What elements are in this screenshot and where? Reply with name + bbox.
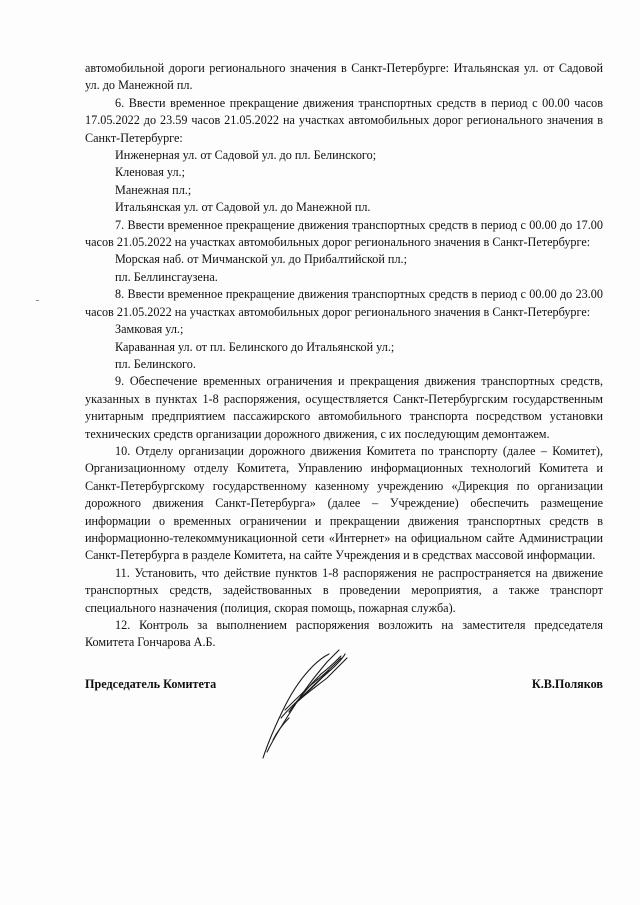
paragraph-item-10: 10. Отделу организации дорожного движения Комитета по транспорту (далее – Комитет), Организационному отделу Комитета, Управлению информационных технологий Комитета и Санкт-Петербургскому государственному казенному учреждению «Дирекция по организации дорожного движения Санкт-Петербурга» (далее – Учреждение) обеспечить размещение информации о временных ограничении и прекращении движения транспортных средств в информационно-телекоммуникационной сети «Интернет» на официальном сайте Администрации Санкт-Петербурга в разделе Комитета, на сайте Учреждения и в средствах массовой информации.	[85, 443, 603, 563]
paragraph-item-6: 6. Ввести временное прекращение движения транспортных средств в период с 00.00 часов 17.05.2022 до 23.59 часов 21.05.2022 на участках автомобильных дорог регионального значения в Санкт-Петербурге:	[85, 95, 603, 145]
paragraph-item-8: 8. Ввести временное прекращение движения транспортных средств в период с 00.00 до 23.00 часов 21.05.2022 на участках автомобильных дорог регионального значения в Санкт-Петербурге:	[85, 287, 603, 319]
road-list-item: Итальянская ул. от Садовой ул. до Манежной пл.	[115, 200, 371, 215]
road-list-item: Замковая ул.;	[115, 322, 184, 337]
road-list-item: пл. Белинского.	[115, 356, 196, 371]
paragraph-item-9: 9. Обеспечение временных ограничения и прекращения движения транспортных средств, указанных в пунктах 1-8 распоряжения, осуществляется Санкт-Петербургским государственным унитарным предприятием пассажирского автомобильного транспорта посредством установки технических средств организации дорожного движения, с их последующим демонтажем.	[85, 374, 603, 441]
handwritten-signature	[255, 640, 355, 765]
paragraph-item-7: 7. Ввести временное прекращение движения транспортных средств в период с 00.00 до 17.00 часов 21.05.2022 на участках автомобильных дорог регионального значения в Санкт-Петербурге:	[85, 217, 603, 250]
road-list-item: Караванная ул. от пл. Белинского до Итальянской ул.;	[115, 339, 395, 354]
document-body	[85, 60, 603, 652]
paragraph-item-11: 11. Установить, что действие пунктов 1-8 распоряжения не распространяется на движение транспортных средств, задействованных в проведении мероприятия, а также транспорт специального назначения (полиция, скорая помощь, пожарная служба).	[85, 565, 603, 615]
paragraph-continuation: автомобильной дороги регионального значения в Санкт-Петербурге: Итальянская ул. от Садовой ул. до Манежной пл.	[85, 61, 603, 93]
signatory-position: Председатель Комитета	[85, 677, 217, 691]
scan-speck	[36, 300, 39, 301]
road-list-item: пл. Беллинсгаузена.	[115, 269, 218, 284]
paragraph-item-12: 12. Контроль за выполнением распоряжения возложить на заместителя председателя Комитета Гончарова А.Б.	[85, 618, 603, 650]
road-list-item: Морская наб. от Мичманской ул. до Прибалтийской пл.;	[115, 252, 407, 267]
road-list-item: Манежная пл.;	[115, 182, 192, 197]
signatory-name: К.В.Поляков	[531, 677, 603, 691]
road-list-item: Инженерная ул. от Садовой ул. до пл. Белинского;	[115, 148, 377, 163]
road-list-item: Кленовая ул.;	[115, 165, 185, 180]
